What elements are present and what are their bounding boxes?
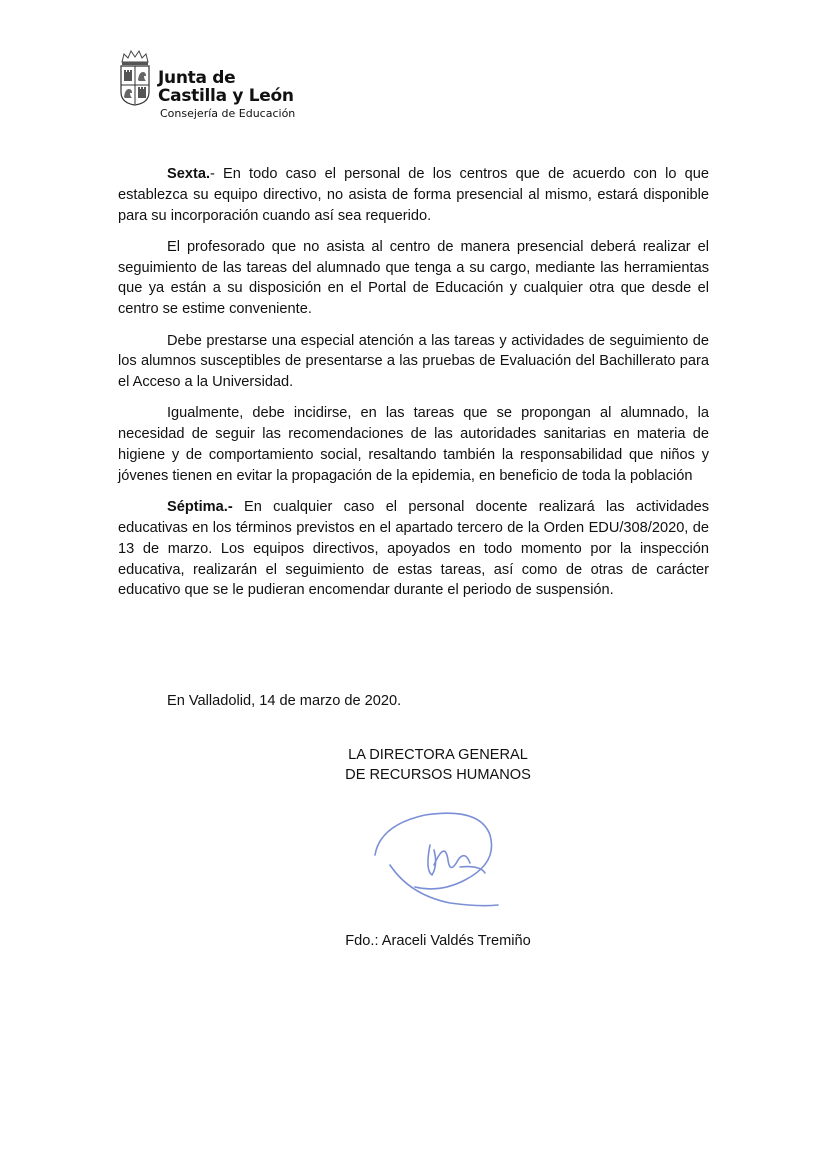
logo-subtitle: Consejería de Educación bbox=[160, 107, 296, 120]
paragraph-lead: Sexta. bbox=[167, 166, 210, 182]
paragraph-text: El profesorado que no asista al centro de manera presencial deberá realizar el seguimiento de las tareas del alumnado que tenga a su cargo, mediante las herramientas que ya están a su disposición en el Portal de Educación y cualquier otra que desde el centro se estime conveniente. bbox=[118, 238, 709, 318]
paragraph-text: En cualquier caso el personal docente realizará las actividades educativas en los términos previstos en el apartado tercero de la Orden EDU/308/2020, de 13 de marzo. Los equipos directivos, apoyados en todo momento por la inspección educativa, realizarán el seguimiento de estas tareas, así como de otras de carácter educativo que se le pudieran encomendar durante el periodo de suspensión. bbox=[118, 499, 709, 599]
paragraph-igualmente bbox=[118, 403, 709, 486]
place-date: En Valladolid, 14 de marzo de 2020. bbox=[167, 693, 402, 709]
paragraph-sexta bbox=[118, 164, 709, 226]
signatory-title-line2: DE RECURSOS HUMANOS bbox=[345, 767, 531, 783]
paragraph-text: - En todo caso el personal de los centros que de acuerdo con lo que establezca su equipo directivo, no asista de forma presencial al mismo, estará disponible para su incorporación cuando así sea requerido. bbox=[118, 166, 709, 224]
logo-title-line1: Junta de bbox=[158, 68, 236, 88]
paragraph-profesorado bbox=[118, 237, 709, 320]
institution-logo bbox=[118, 48, 318, 128]
document-body bbox=[118, 164, 709, 612]
handwritten-signature bbox=[370, 805, 510, 917]
signatory-title-line1: LA DIRECTORA GENERAL bbox=[348, 747, 528, 763]
paragraph-lead: Séptima.- bbox=[167, 499, 233, 516]
paragraph-septima bbox=[118, 497, 709, 601]
coat-of-arms-icon bbox=[118, 48, 152, 106]
paragraph-text: Igualmente, debe incidirse, en las tareas que se propongan al alumnado, la necesidad de seguir las recomendaciones de las autoridades sanitarias en materia de higiene y de comportamiento social, resaltando también la responsabilidad que niños y jóvenes tienen en evitar la propagación de la epidemia, en beneficio de toda la población bbox=[118, 405, 709, 484]
paragraph-text: Debe prestarse una especial atención a las tareas y actividades de seguimiento de los alumnos susceptibles de presentarse a las pruebas de Evaluación del Bachillerato para el Acceso a la Universidad. bbox=[118, 332, 709, 391]
paragraph-atencion bbox=[118, 331, 709, 393]
signed-by: Fdo.: Araceli Valdés Tremiño bbox=[345, 933, 531, 949]
logo-title-line2: Castilla y León bbox=[158, 86, 294, 106]
